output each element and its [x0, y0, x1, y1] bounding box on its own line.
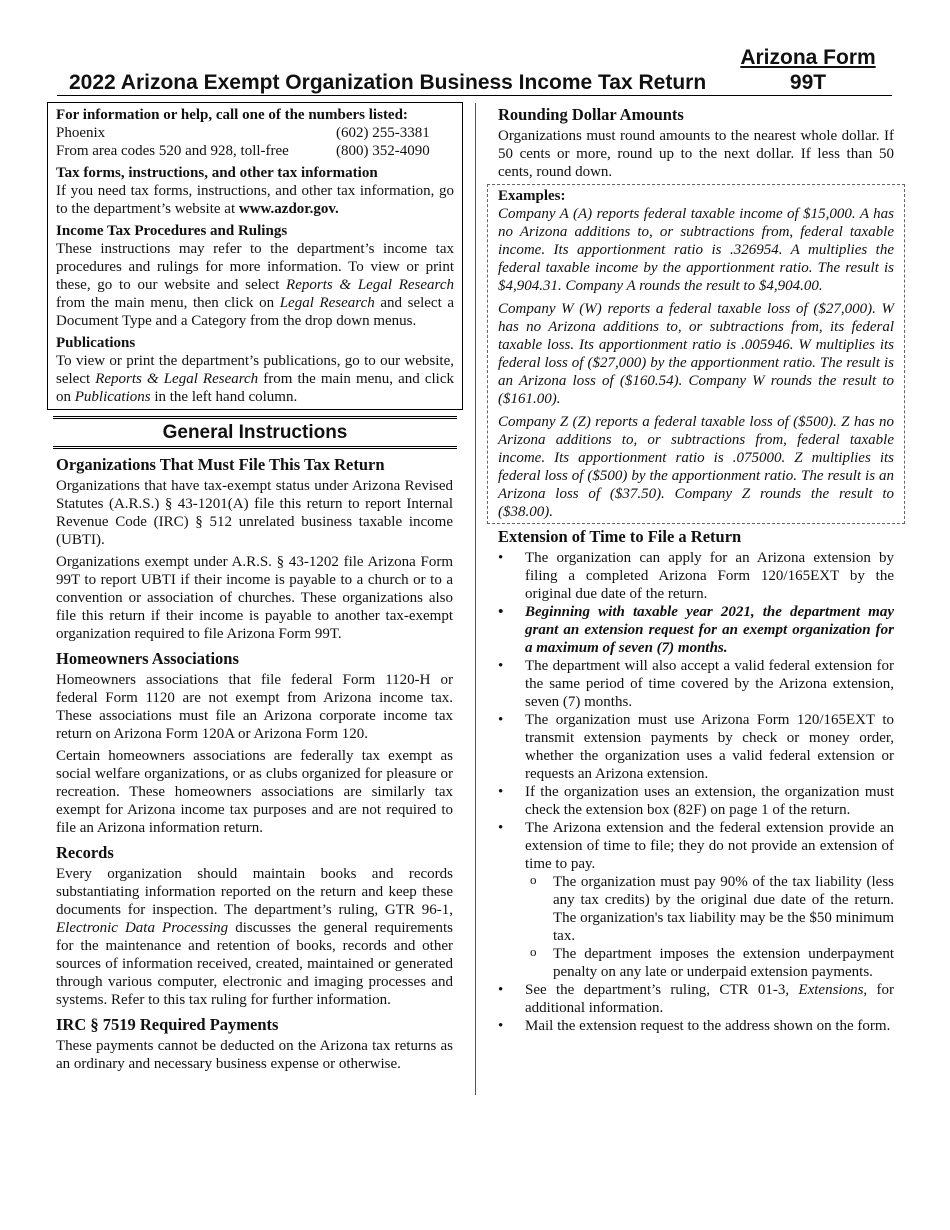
section-heading: Records [56, 843, 114, 862]
paragraph: These payments cannot be deducted on the Arizona tax returns as an ordinary and necessary business expense or otherwise. [56, 1038, 453, 1072]
phone-label: From area codes 520 and 928, toll-free [56, 143, 289, 159]
list-item: • The Arizona extension and the federal extension provide an extension of time to file; they do not provide an extension of time to pay. o The organization must pay 90% of the tax liability (less any tax credits) by the original due date of the return. The organization's tax liability may be the $50 minimum tax. o The department imposes the extension underpayment penalty on any late or underpaid extension payments. [487, 819, 894, 981]
list-item: • The organization can apply for an Arizona extension by filing a completed Arizona Form 120/165EXT by the original due date of the return. [487, 549, 894, 603]
form-number: 99T [789, 71, 827, 94]
phone-row [56, 142, 454, 160]
website-link[interactable]: www.azdor.gov. [238, 201, 339, 217]
extension-list [487, 549, 905, 1035]
publications-text: To view or print the department’s publications, go to our website, select Reports & Legal Research from the main menu, and click on Publications in the left hand column. [56, 353, 454, 405]
publications-heading: Publications [56, 335, 136, 351]
section-heading: Extension of Time to File a Return [498, 527, 742, 546]
procedures-heading: Income Tax Procedures and Rulings [56, 223, 288, 239]
page-title: 2022 Arizona Exempt Organization Business Income Tax Return [69, 71, 707, 94]
list-item: • Mail the extension request to the address shown on the form. [487, 1017, 894, 1035]
irc7519-section [47, 1015, 463, 1073]
sub-list [525, 873, 894, 981]
must-file-section [47, 455, 463, 643]
contact-info-box [47, 102, 463, 410]
examples-box [487, 184, 905, 524]
phone-number: (602) 255-3381 [336, 125, 430, 141]
extension-section [487, 527, 905, 547]
records-section [47, 843, 463, 1009]
tax-forms-heading: Tax forms, instructions, and other tax information [56, 165, 378, 181]
list-item: • The organization must use Arizona Form 120/165EXT to transmit extension payments by check or money order, whether the organization uses a valid federal extension or requests an Arizona extension. [487, 711, 894, 783]
paragraph: Certain homeowners associations are federally tax exempt as social welfare organizations, or as clubs organized for pleasure or recreation. These homeowners associations are similarly tax exempt for Arizona income tax purposes and are not required to file an Arizona information return. [56, 748, 453, 836]
publications-section [56, 334, 454, 406]
procedures-text: These instructions may refer to the department’s income tax procedures and rulings for more information. To view or print these, go to our website and select Reports & Legal Research from the main menu, then click on Legal Research and select a Document Type and a Category from the drop down menus. [56, 241, 455, 329]
paragraph: Organizations that have tax-exempt status under Arizona Revised Statutes (A.R.S.) § 43-1201(A) file this return to report Internal Revenue Code (IRC) § 512 unrelated business taxable income (UBTI). [56, 478, 453, 548]
rounding-section [487, 105, 905, 181]
homeowners-section [47, 649, 463, 837]
section-heading: Rounding Dollar Amounts [498, 105, 684, 124]
left-column [47, 102, 463, 1073]
tax-forms-text: If you need tax forms, instructions, and other tax information, go to the department’s website at www.azdor.gov. [56, 183, 454, 217]
paragraph: Every organization should maintain books and records substantiating information reported on the return and keep these documents for inspection. The department’s ruling, GTR 96-1, Electronic Data Processing discusses the general requirements for the maintenance and retention of books, records and other sources of information received, created, maintained or generated through various computer, electronic and imaging processes and systems. Refer to this tax ruling for further information. [56, 866, 453, 1008]
paragraph: Homeowners associations that file federal Form 1120-H or federal Form 1120 are not exempt from Arizona income tax. These associations must file an Arizona corporate income tax return on Arizona Form 120A or Arizona Form 120. [56, 672, 453, 742]
list-item: • The department will also accept a valid federal extension for the same period of time covered by the Arizona extension, seven (7) months. [487, 657, 894, 711]
tax-forms-section [56, 164, 454, 218]
column-divider [475, 103, 476, 1095]
list-item: • Beginning with taxable year 2021, the department may grant an extension request for an exempt organization for a maximum of seven (7) months. [487, 603, 894, 657]
form-label-line1: Arizona Form [740, 46, 876, 69]
phone-label: Phoenix [56, 125, 106, 141]
phone-row [56, 124, 454, 142]
sub-list-item: o The organization must pay 90% of the tax liability (less any tax credits) by the original due date of the return. The organization's tax liability may be the $50 minimum tax. [525, 873, 894, 945]
list-item: • If the organization uses an extension, the organization must check the extension box (82F) on page 1 of the return. [487, 783, 894, 819]
form-label [737, 46, 879, 70]
section-heading: Organizations That Must File This Tax Return [56, 455, 385, 474]
list-item: • See the department’s ruling, CTR 01-3, Extensions, for additional information. [487, 981, 894, 1017]
paragraph: Organizations must round amounts to the nearest whole dollar. If 50 cents or more, round up to the next dollar. If less than 50 cents, round down. [498, 128, 894, 180]
section-heading: Homeowners Associations [56, 649, 239, 668]
contact-heading: For information or help, call one of the numbers listed: [56, 107, 408, 123]
paragraph: Organizations exempt under A.R.S. § 43-1202 file Arizona Form 99T to report UBTI if their income is payable to a church or to a convention or association of churches. These organizations also file this return if their income is payable to another tax-exempt organization required to file Arizona Form 99T. [56, 554, 453, 642]
example-item: Company W (W) reports a federal taxable loss of ($27,000). W has no Arizona additions to, or subtractions from, its federal taxable loss. Its apportionment ratio is .005946. W multiplies its federal loss of ($27,000) by the apportionment ratio. The result is an Arizona loss of ($160.54). Company W rounds the result to ($161.00). [498, 301, 894, 407]
example-item: Company Z (Z) reports a federal taxable loss of ($500). Z has no Arizona additions to, or subtractions from, federal taxable income. Its apportionment ratio is .075000. Z multiplies its federal loss of ($500) by the apportionment ratio. The result is an Arizona loss of ($37.50). Company Z rounds the result to ($38.00). [498, 414, 894, 520]
example-item: Company A (A) reports federal taxable income of $15,000. A has no Arizona additions to, or subtractions from, federal taxable income. Its apportionment ratio is .326954. A multiplies the federal taxable income by the apportionment ratio. The result is $4,904.31. Company A rounds the result to $4,904.00. [498, 206, 894, 294]
general-instructions-title: General Instructions [53, 416, 457, 449]
examples-heading: Examples: [498, 188, 566, 204]
section-heading: IRC § 7519 Required Payments [56, 1015, 279, 1034]
general-instructions [53, 416, 457, 449]
phone-number: (800) 352-4090 [336, 143, 430, 159]
page-title-bar [57, 70, 892, 96]
right-column [487, 102, 905, 1035]
procedures-section [56, 222, 454, 330]
sub-list-item: o The department imposes the extension underpayment penalty on any late or underpaid extension payments. [525, 945, 894, 981]
